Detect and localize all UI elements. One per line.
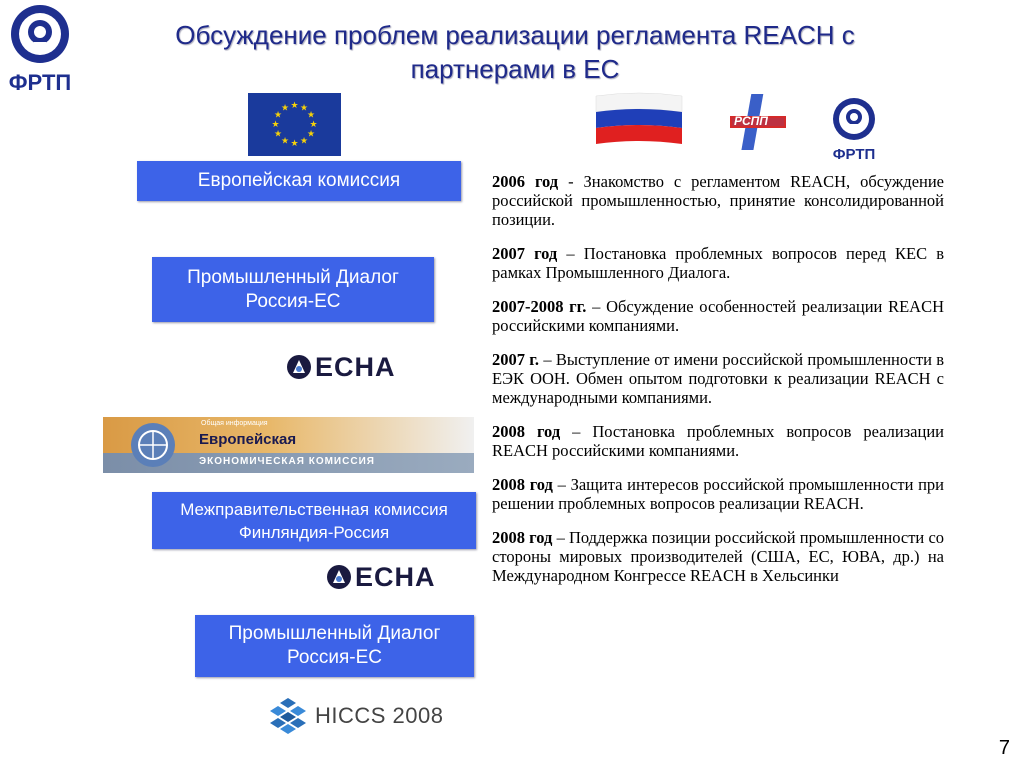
rspp-logo <box>726 90 790 154</box>
timeline-year: 2007 год <box>492 244 558 263</box>
rspp-logo-text: РСПП <box>734 114 768 128</box>
timeline <box>492 172 944 600</box>
svg-text:★: ★ <box>271 120 280 130</box>
timeline-text: – Постановка проблемных вопросов перед КЕС в рамках Промышленного Диалога. <box>492 244 945 282</box>
svg-text:★: ★ <box>306 129 316 140</box>
timeline-year: 2006 год <box>492 172 559 191</box>
timeline-entry <box>492 244 944 282</box>
frtp-logo-top <box>4 2 76 95</box>
echa-logo-2 <box>325 560 475 594</box>
echa-logo-1 <box>285 350 435 384</box>
unece-small-text: Общая информация <box>201 420 268 427</box>
echa-text: ECHA <box>315 351 396 382</box>
unece-line1: Европейская <box>199 431 297 448</box>
echa-icon <box>285 354 313 380</box>
russia-flag-icon <box>594 92 684 148</box>
unece-banner <box>103 417 474 473</box>
timeline-year: 2007 г. <box>492 350 540 369</box>
box-finland-russia: Межправительственная комиссия Финляндия-Россия <box>152 492 476 549</box>
svg-text:★: ★ <box>306 110 316 121</box>
timeline-text: - Знакомство с регламентом REACH, обсуждение российской промышленностью, принятие консолидированной позиции. <box>492 172 945 229</box>
timeline-year: 2008 год <box>492 422 561 441</box>
timeline-text: – Постановка проблемных вопросов реализации REACH российскими компаниями. <box>492 422 945 460</box>
svg-text:★: ★ <box>290 101 299 111</box>
box-industrial-dialogue: Промышленный Диалог Россия-ЕС <box>152 257 434 322</box>
timeline-year: 2008 год <box>492 528 553 547</box>
timeline-text: – Обсуждение особенностей реализации REACH российскими компаниями. <box>492 297 944 335</box>
timeline-year: 2007-2008 гг. <box>492 297 587 316</box>
echa-text: ECHA <box>355 561 436 592</box>
russia-flag <box>594 92 684 148</box>
echa-icon <box>325 564 353 590</box>
box-european-commission: Европейская комиссия <box>137 161 461 201</box>
hiccs-icon <box>267 696 309 736</box>
page-number: 7 <box>998 737 1010 759</box>
timeline-entry <box>492 475 944 513</box>
eu-flag-icon <box>248 93 341 156</box>
frtp-logo-icon <box>826 96 882 142</box>
unece-line2: ЭКОНОМИЧЕСКАЯ КОМИССИЯ <box>199 456 375 467</box>
hiccs-logo <box>267 695 467 737</box>
timeline-text: – Выступление от имени российской промышленности в ЕЭК ООН. Обмен опытом подготовки к реализации REACH с международными компаниями. <box>492 350 944 407</box>
svg-text:★: ★ <box>299 103 309 114</box>
svg-text:★: ★ <box>280 136 290 147</box>
svg-text:★: ★ <box>280 103 290 114</box>
timeline-entry <box>492 422 944 460</box>
svg-text:★: ★ <box>273 129 283 140</box>
timeline-year: 2008 год <box>492 475 553 494</box>
timeline-entry <box>492 297 944 335</box>
svg-text:★: ★ <box>290 139 299 149</box>
timeline-text: – Поддержка позиции российской промышленности со стороны мировых производителей (США, ЕС, ЮВА, др.) на Международном Конгрессе REACH в Хельсинки <box>492 528 945 585</box>
page-title: Обсуждение проблем реализации регламента REACH с партнерами в ЕС <box>175 20 855 84</box>
frtp-logo-text: ФРТП <box>8 70 72 95</box>
timeline-entry <box>492 350 944 407</box>
svg-text:★: ★ <box>299 136 309 147</box>
svg-text:★: ★ <box>273 110 283 121</box>
box-industrial-dialogue-2: Промышленный Диалог Россия-ЕС <box>195 615 474 677</box>
un-emblem-icon <box>123 417 183 473</box>
frtp-logo-right <box>826 96 882 163</box>
svg-text:★: ★ <box>309 120 318 130</box>
hiccs-text: HICCS 2008 <box>315 703 444 728</box>
eu-flag <box>248 93 341 156</box>
timeline-text: – Защита интересов российской промышленности при решении проблемных вопросов реализации REACH. <box>492 475 945 513</box>
timeline-entry <box>492 528 944 585</box>
frtp-logo-icon <box>4 2 76 66</box>
frtp-logo-text: ФРТП <box>832 146 876 163</box>
timeline-entry <box>492 172 944 229</box>
